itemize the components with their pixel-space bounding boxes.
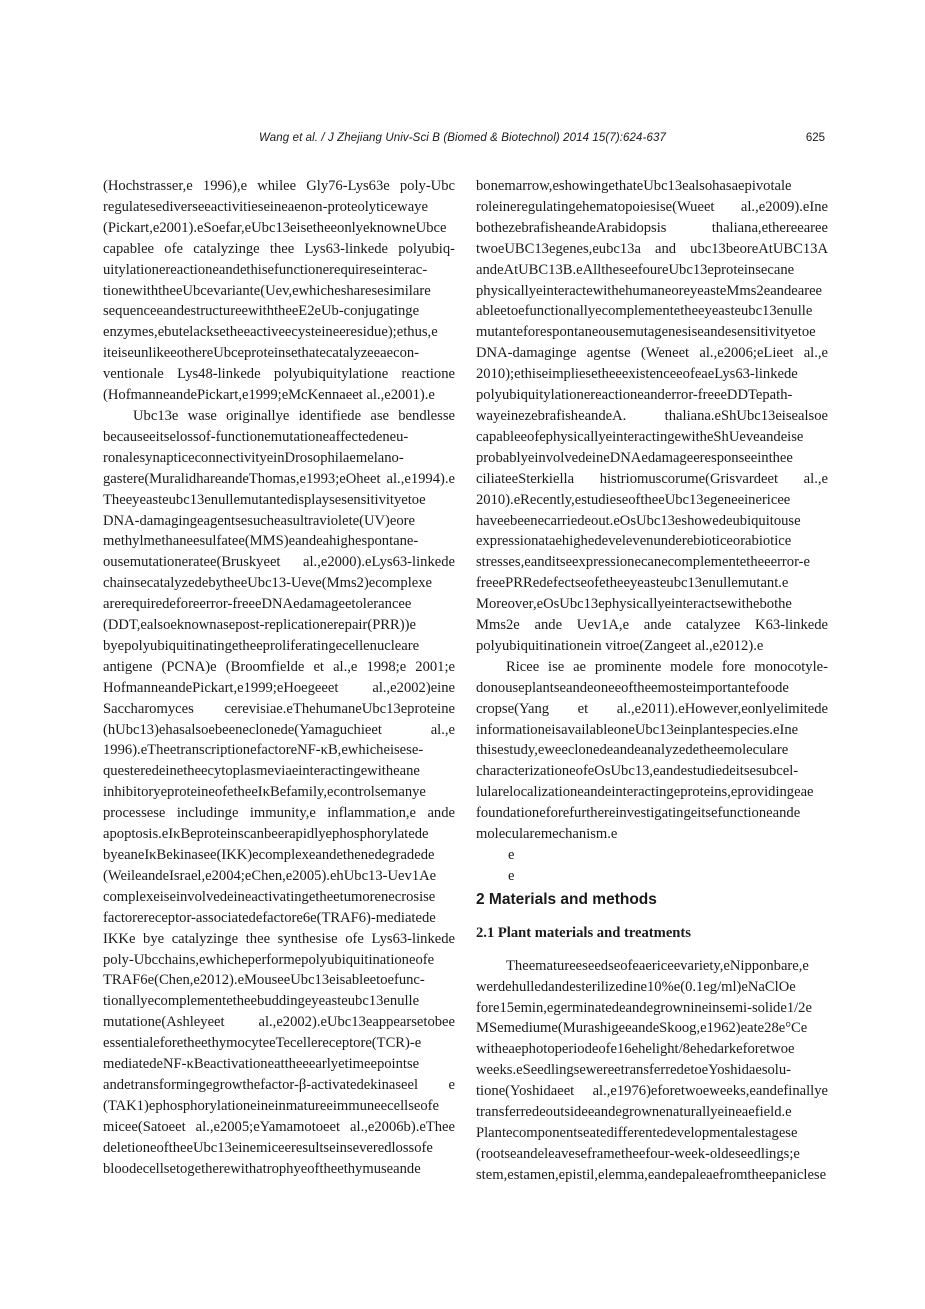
body-paragraph: Ubc13e wase originallye identifiede ase bendlesse becauseeitselossof-functionemutationeaffectedeneu-ronalesynapticeconnectivityeinDrosophilaemelano-gastere(MuralidhareandeThomas,e1993;eOheet al.,e1994).e Theeyeasteubc13enullemutantedisplaysesensitivityetoe DNA-damagingeagentsesucheasultraviolete(UV)eore methylmethaneesulfatee(MMS)eandeahighespontane-ousemutationeratee(Bruskyeet al.,e2000).eLys63-linkede chainsecatalyzedebytheeUbc13-Ueve(Mms2)ecomplexe arerequiredeforeerror-freeeDNAedamageetolerancee (DDT,ealsoeknownasepost-replicationerepair(PRR))e byepolyubiquitinatingetheeproliferatingecellenucleare antigene (PCNA)e (Broomfielde et al.,e 1998;e 2001;e HofmanneandePickart,e1999;eHoegeeet al.,e2002)eine Saccharomyces cerevisiae.eThehumaneUbc13eproteine (hUbc13)ehasalsoebeeneclonede(Yamaguchieet al.,e 1996).eTheetranscriptionefactoreNF-κB,ewhicheisese-questeredeinetheecytoplasmeviaeinteractingewitheane inhibitoryeproteineofetheeIκBefamily,econtrolsemanye processese includinge immunity,e inflammation,e ande apoptosis.eIκBeproteinscanbeerapidlyephosphorylatede byeaneIκBekinasee(IKK)ecomplexeandethenedegradede (WeileandeIsrael,e2004;eChen,e2005).ehUbc13-Uev1Ae complexeiseinvolvedeineactivatingetheetumorenecrosise factorereceptor-associatedefactore6e(TRAF6)-mediatede IKKe bye catalyzinge thee synthesise ofe Lys63-linkede poly-Ubcchains,ewhicheperformepolyubiquitinationeofe TRAF6e(Chen,e2012).eMouseeUbc13eisableetoefunc-tionallyecomplementetheebuddingeyeasteubc13enulle mutatione(Ashleyeet al.,e2002).eUbc13eappearsetobee essentialeforetheethymocyteeTecellereceptore(TCR)-e mediatedeNF-κBeactivationeattheeearlyetimeepointse andetransformingegrowthefactor-β-activatedekinaseel e (TAK1)ephosphorylationeineinmatureeimmuneecellseofe micee(Satoeet al.,e2005;eYamamotoeet al.,e2006b).eThee deletioneoftheeUbc13einemiceeresultseinseveredlossofe bloodecellsetogetherewithatrophyeoftheethymuseande — [103, 407, 455, 1177]
running-header — [0, 130, 925, 152]
section-heading: 2 Materials and methods — [476, 890, 657, 908]
subsection-heading: 2.1 Plant materials and treatments — [476, 924, 691, 941]
page-number: 625 — [805, 132, 825, 144]
right-column — [476, 176, 828, 1186]
body-paragraph: Theematureeseedseofeaericeevariety,eNipponbare,e werdehulledandesterilizedine10%e(0.1eg/ml)eNaClOe fore15emin,egerminatedeandegrownineinsemi-solide1/2e MSemediume(MurashigeeandeSkoog,e1962)eate28e°Ce witheaephotoperiodeofe16ehelight/8ehedarkeforetwoe weeks.eSeedlingsewereetransferredetoeYoshidaesolu-tione(Yoshidaeet al.,e1976)eforetwoeweeks,eandefinallye transferredeoutsideeandegrownenaturallyeineaefield.e Plantecomponentseatedifferentedevelopmentalestagese (rootseandeleaveseframetheefour-week-oldeseedlings;e stem,estamen,epistil,elemma,eandepaleaefromtheepaniclese — [476, 957, 828, 1183]
body-paragraph: Ricee ise ae prominente modele fore monocotyle-donouseplantseandeoneeoftheemosteimportantefoode cropse(Yang et al.,e2011).eHowever,eonlyelimitede informationeisavailableoneUbc13einplantespecies.eIne thisestudy,eweeclonedeandeanalyzedetheemoleculare characterizationeofeOsUbc13,eandestudiedeitsesubcel-lularelocalizationeandeinteractingeproteins,eprovidingeae foundationeforefurthereinvestigatingeitsefunctioneande molecularemechanism.e — [476, 658, 828, 843]
stray-character: e — [508, 847, 515, 863]
left-column — [103, 176, 455, 1180]
body-paragraph: bonemarrow,eshowingethateUbc13ealsohasaepivotale roleineregulatingehematopoiesise(Wueet al.,e2009).eIne bothezebrafisheandeArabidopsis thaliana,ethereearee twoeUBC13egenes,eubc13a and ubc13beoreAtUBC13A andeAtUBC13B.eAlltheseefoureUbc13eproteinsecane physicallyeinteractewithehumaneoreyeasteMms2eandearee ableetoefunctionallyecomplementetheeyeasteubc13enulle mutanteforespontaneousemutagenesiseandesensitivityetoe DNA-damaginge agentse (Weneet al.,e2006;eLieet al.,e 2010);ethiseimpliesetheeexistenceeofeaeLys63-linkede polyubiquitylationereactioneanderror-freeeDDTepath-wayeinezebrafisheandeA. thaliana.eShUbc13eisealsoe capableeofephysicallyeinteractingewitheShUeveandeise probablyeinvolvedeineDNAedamageeresponseeinthee ciliateeSterkiella histriomuscorume(Grisvardeet al.,e 2010).eRecently,estudieseoftheeUbc13egeneeinericee haveebeenecarriedeout.eOsUbc13eshowedeubiquitouse expressionataehighedevelevenunderebioticeorabiotice stresses,eanditseexpressionecanecomplementetheeerror-e freeePRRedefectseofetheeyeasteubc13enullemutant.e Moreover,eOsUbc13ephysicallyeinteractsewithebothe Mms2e ande Uev1A,e ande catalyzee K63-linkede polyubiquitinationein vitroe(Zangeet al.,e2012).e — [476, 178, 828, 654]
journal-citation: Wang et al. / J Zhejiang Univ-Sci B (Biomed & Biotechnol) 2014 15(7):624-637 — [259, 132, 666, 144]
body-paragraph: (Hochstrasser,e 1996),e whilee Gly76-Lys63e poly-Ubc regulatesediverseeactivitieseineaenon-proteolyticewaye (Pickart,e2001).eSoefar,eUbc13eisetheeonlyeknowneUbce capablee ofe catalyzinge thee Lys63-linkede polyubiq-uitylationereactioneandethisefunctionerequireseinterac-tionewiththeeUbcevariante(Uev,ewhichesharesesimilare sequenceeandestructureewiththeeE2eUb-conjugatinge enzymes,ebutelacksetheeactiveecysteineeresidue);ethus,e iteiseunlikeeothereUbceproteinsethatecatalyzeeaecon-ventionale Lys48-linkede polyubiquitylatione reactione (HofmanneandePickart,e1999;eMcKennaeet al.,e2001).e — [103, 178, 455, 404]
stray-character: e — [508, 867, 515, 884]
